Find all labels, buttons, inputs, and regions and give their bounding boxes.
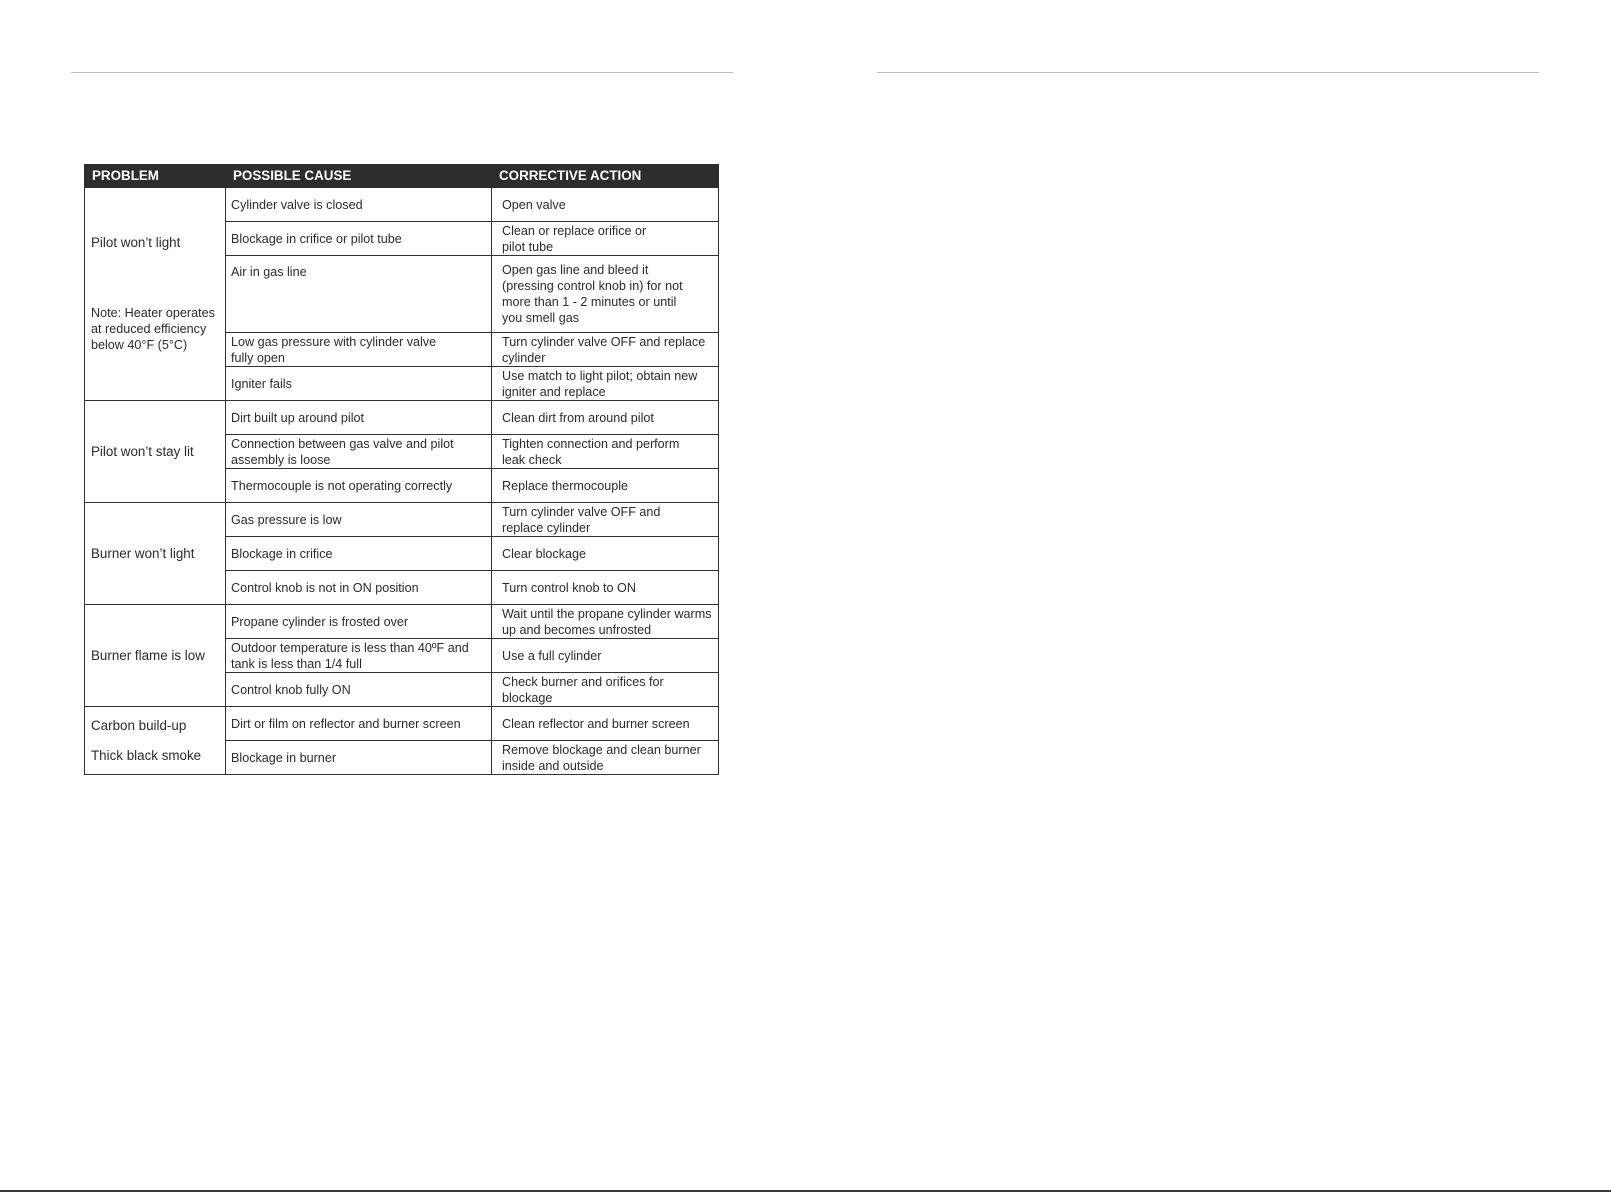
action-cell: Clear blockage bbox=[492, 537, 719, 571]
action-cell: Turn control knob to ON bbox=[492, 571, 719, 605]
header-problem: PROBLEM bbox=[85, 165, 226, 188]
cause-cell: Thermocouple is not operating correctly bbox=[226, 469, 492, 503]
cause-cell: Blockage in burner bbox=[226, 741, 492, 775]
cause-cell: Low gas pressure with cylinder valve fully open bbox=[226, 333, 492, 367]
cause-cell: Control knob fully ON bbox=[226, 673, 492, 707]
cause-cell: Dirt built up around pilot bbox=[226, 401, 492, 435]
problem-label: Pilot won’t light bbox=[91, 235, 181, 250]
action-cell: Replace thermocouple bbox=[492, 469, 719, 503]
header-rule-left bbox=[71, 72, 733, 73]
action-cell: Turn cylinder valve OFF and replace cylinder bbox=[492, 333, 719, 367]
cause-cell: Cylinder valve is closed bbox=[226, 188, 492, 222]
cause-cell: Connection between gas valve and pilot assembly is loose bbox=[226, 435, 492, 469]
action-cell: Use a full cylinder bbox=[492, 639, 719, 673]
action-cell: Remove blockage and clean burner inside and outside bbox=[492, 741, 719, 775]
table-header-row bbox=[85, 165, 719, 188]
troubleshooting-table bbox=[84, 164, 719, 775]
action-cell: Open valve bbox=[492, 188, 719, 222]
action-cell: Wait until the propane cylinder warms up and becomes unfrosted bbox=[492, 605, 719, 639]
table-row bbox=[85, 503, 719, 537]
problem-cell bbox=[85, 401, 226, 503]
action-cell: Turn cylinder valve OFF and replace cylinder bbox=[492, 503, 719, 537]
problem-note: Note: Heater operates at reduced efficiency below 40°F (5°C) bbox=[91, 306, 215, 352]
cause-cell: Blockage in crifice bbox=[226, 537, 492, 571]
cause-cell: Gas pressure is low bbox=[226, 503, 492, 537]
action-cell: Clean or replace orifice or pilot tube bbox=[492, 222, 719, 256]
cause-cell: Outdoor temperature is less than 40ºF and tank is less than 1/4 full bbox=[226, 639, 492, 673]
header-possible-cause: POSSIBLE CAUSE bbox=[226, 165, 492, 188]
cause-cell: Dirt or film on reflector and burner screen bbox=[226, 707, 492, 741]
problem-label: Burner won’t light bbox=[91, 545, 195, 561]
header-rule-right bbox=[877, 72, 1539, 73]
problem-cell bbox=[85, 188, 226, 401]
cause-cell: Air in gas line bbox=[226, 256, 492, 333]
action-cell: Open gas line and bleed it (pressing control knob in) for not more than 1 - 2 minutes or until you smell gas bbox=[492, 256, 719, 333]
header-corrective-action: CORRECTIVE ACTION bbox=[492, 165, 719, 188]
table-row bbox=[85, 707, 719, 741]
table-row bbox=[85, 401, 719, 435]
cause-cell: Blockage in crifice or pilot tube bbox=[226, 222, 492, 256]
problem-label: Carbon build-up bbox=[91, 717, 187, 733]
action-cell: Clean reflector and burner screen bbox=[492, 707, 719, 741]
table-row bbox=[85, 605, 719, 639]
problem-cell bbox=[85, 707, 226, 775]
problem-cell bbox=[85, 503, 226, 605]
table-row bbox=[85, 188, 719, 222]
cause-cell: Propane cylinder is frosted over bbox=[226, 605, 492, 639]
action-cell: Tighten connection and perform leak check bbox=[492, 435, 719, 469]
problem-label: Burner flame is low bbox=[91, 647, 205, 663]
cause-cell: Control knob is not in ON position bbox=[226, 571, 492, 605]
action-cell: Check burner and orifices for blockage bbox=[492, 673, 719, 707]
problem-cell bbox=[85, 605, 226, 707]
action-cell: Clean dirt from around pilot bbox=[492, 401, 719, 435]
problem-label: Pilot won’t stay lit bbox=[91, 443, 194, 459]
cause-cell: Igniter fails bbox=[226, 367, 492, 401]
action-cell: Use match to light pilot; obtain new igniter and replace bbox=[492, 367, 719, 401]
problem-label-secondary: Thick black smoke bbox=[91, 747, 202, 763]
